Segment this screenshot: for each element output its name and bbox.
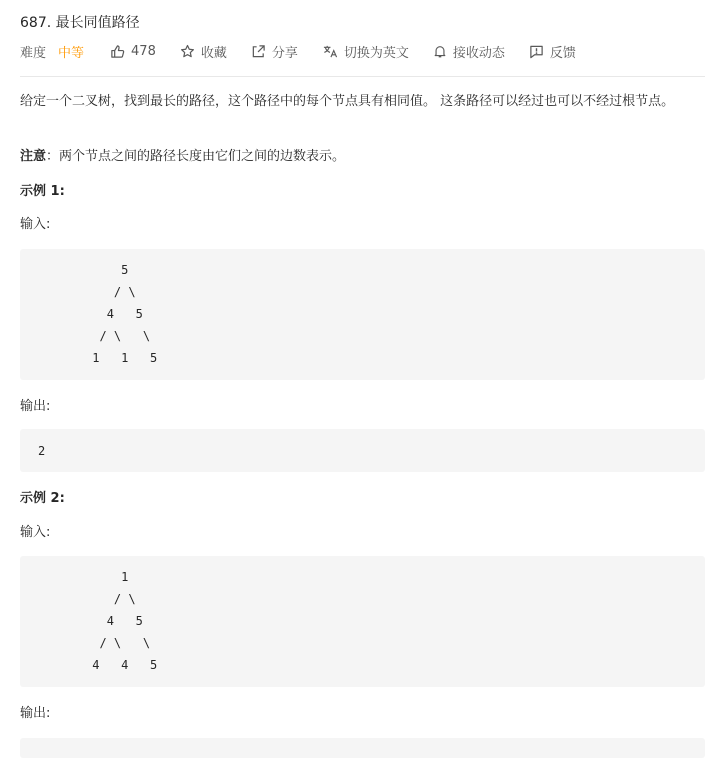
example-2-output-code-block: [20, 738, 705, 758]
feedback-button[interactable]: [529, 42, 576, 61]
example-1-output-label: 输出:: [20, 399, 51, 414]
example-1-input-code-block: [20, 249, 705, 380]
subscribe-label: 接收动态: [452, 45, 505, 61]
switch-language-button[interactable]: [322, 42, 409, 61]
problem-description: 给定一个二叉树，找到最长的路径，这个路径中的每个节点具有相同值。 这条路径可以经过也可以不经过根节点。: [20, 94, 675, 109]
subscribe-button[interactable]: [433, 42, 505, 61]
problem-title: 687. 最长同值路径: [20, 15, 140, 31]
note-label: 注意: [20, 149, 47, 164]
like-button[interactable]: [110, 44, 156, 59]
example-2-input-code-block: [20, 556, 705, 687]
switch-language-label: 切换为英文: [343, 45, 409, 61]
example-1-input-label: 输入:: [20, 217, 51, 232]
note-paragraph: [20, 147, 345, 167]
difficulty-badge: 中等: [58, 45, 85, 61]
collect-button[interactable]: [180, 42, 227, 61]
share-icon: [251, 44, 266, 59]
example-2-output-label: 输出:: [20, 706, 51, 721]
feedback-icon: [529, 44, 544, 59]
example-1-output-value: 2: [38, 444, 46, 458]
bell-icon: [433, 44, 447, 59]
example-1-input-tree: 5 / \ 4 5 / \ \ 1 1 5: [92, 263, 158, 365]
difficulty-label: 难度: [20, 45, 47, 61]
share-button[interactable]: [251, 42, 298, 61]
problem-meta-bar: [20, 42, 600, 60]
example-1-output-code-block: [20, 429, 705, 472]
example-2-input-label: 输入:: [20, 525, 51, 540]
example-2-heading: 示例 2:: [20, 491, 65, 506]
note-text: ：两个节点之间的路径长度由它们之间的边数表示。: [46, 149, 346, 164]
like-count: 478: [131, 43, 156, 59]
example-2-input-tree: 1 / \ 4 5 / \ \ 4 4 5: [92, 570, 158, 672]
divider: [20, 76, 705, 77]
collect-label: 收藏: [200, 45, 227, 61]
feedback-label: 反馈: [549, 45, 576, 61]
share-label: 分享: [271, 45, 298, 61]
translate-icon: [322, 44, 338, 59]
thumbs-up-icon: [110, 44, 125, 59]
example-1-heading: 示例 1:: [20, 184, 65, 199]
star-icon: [180, 44, 195, 59]
